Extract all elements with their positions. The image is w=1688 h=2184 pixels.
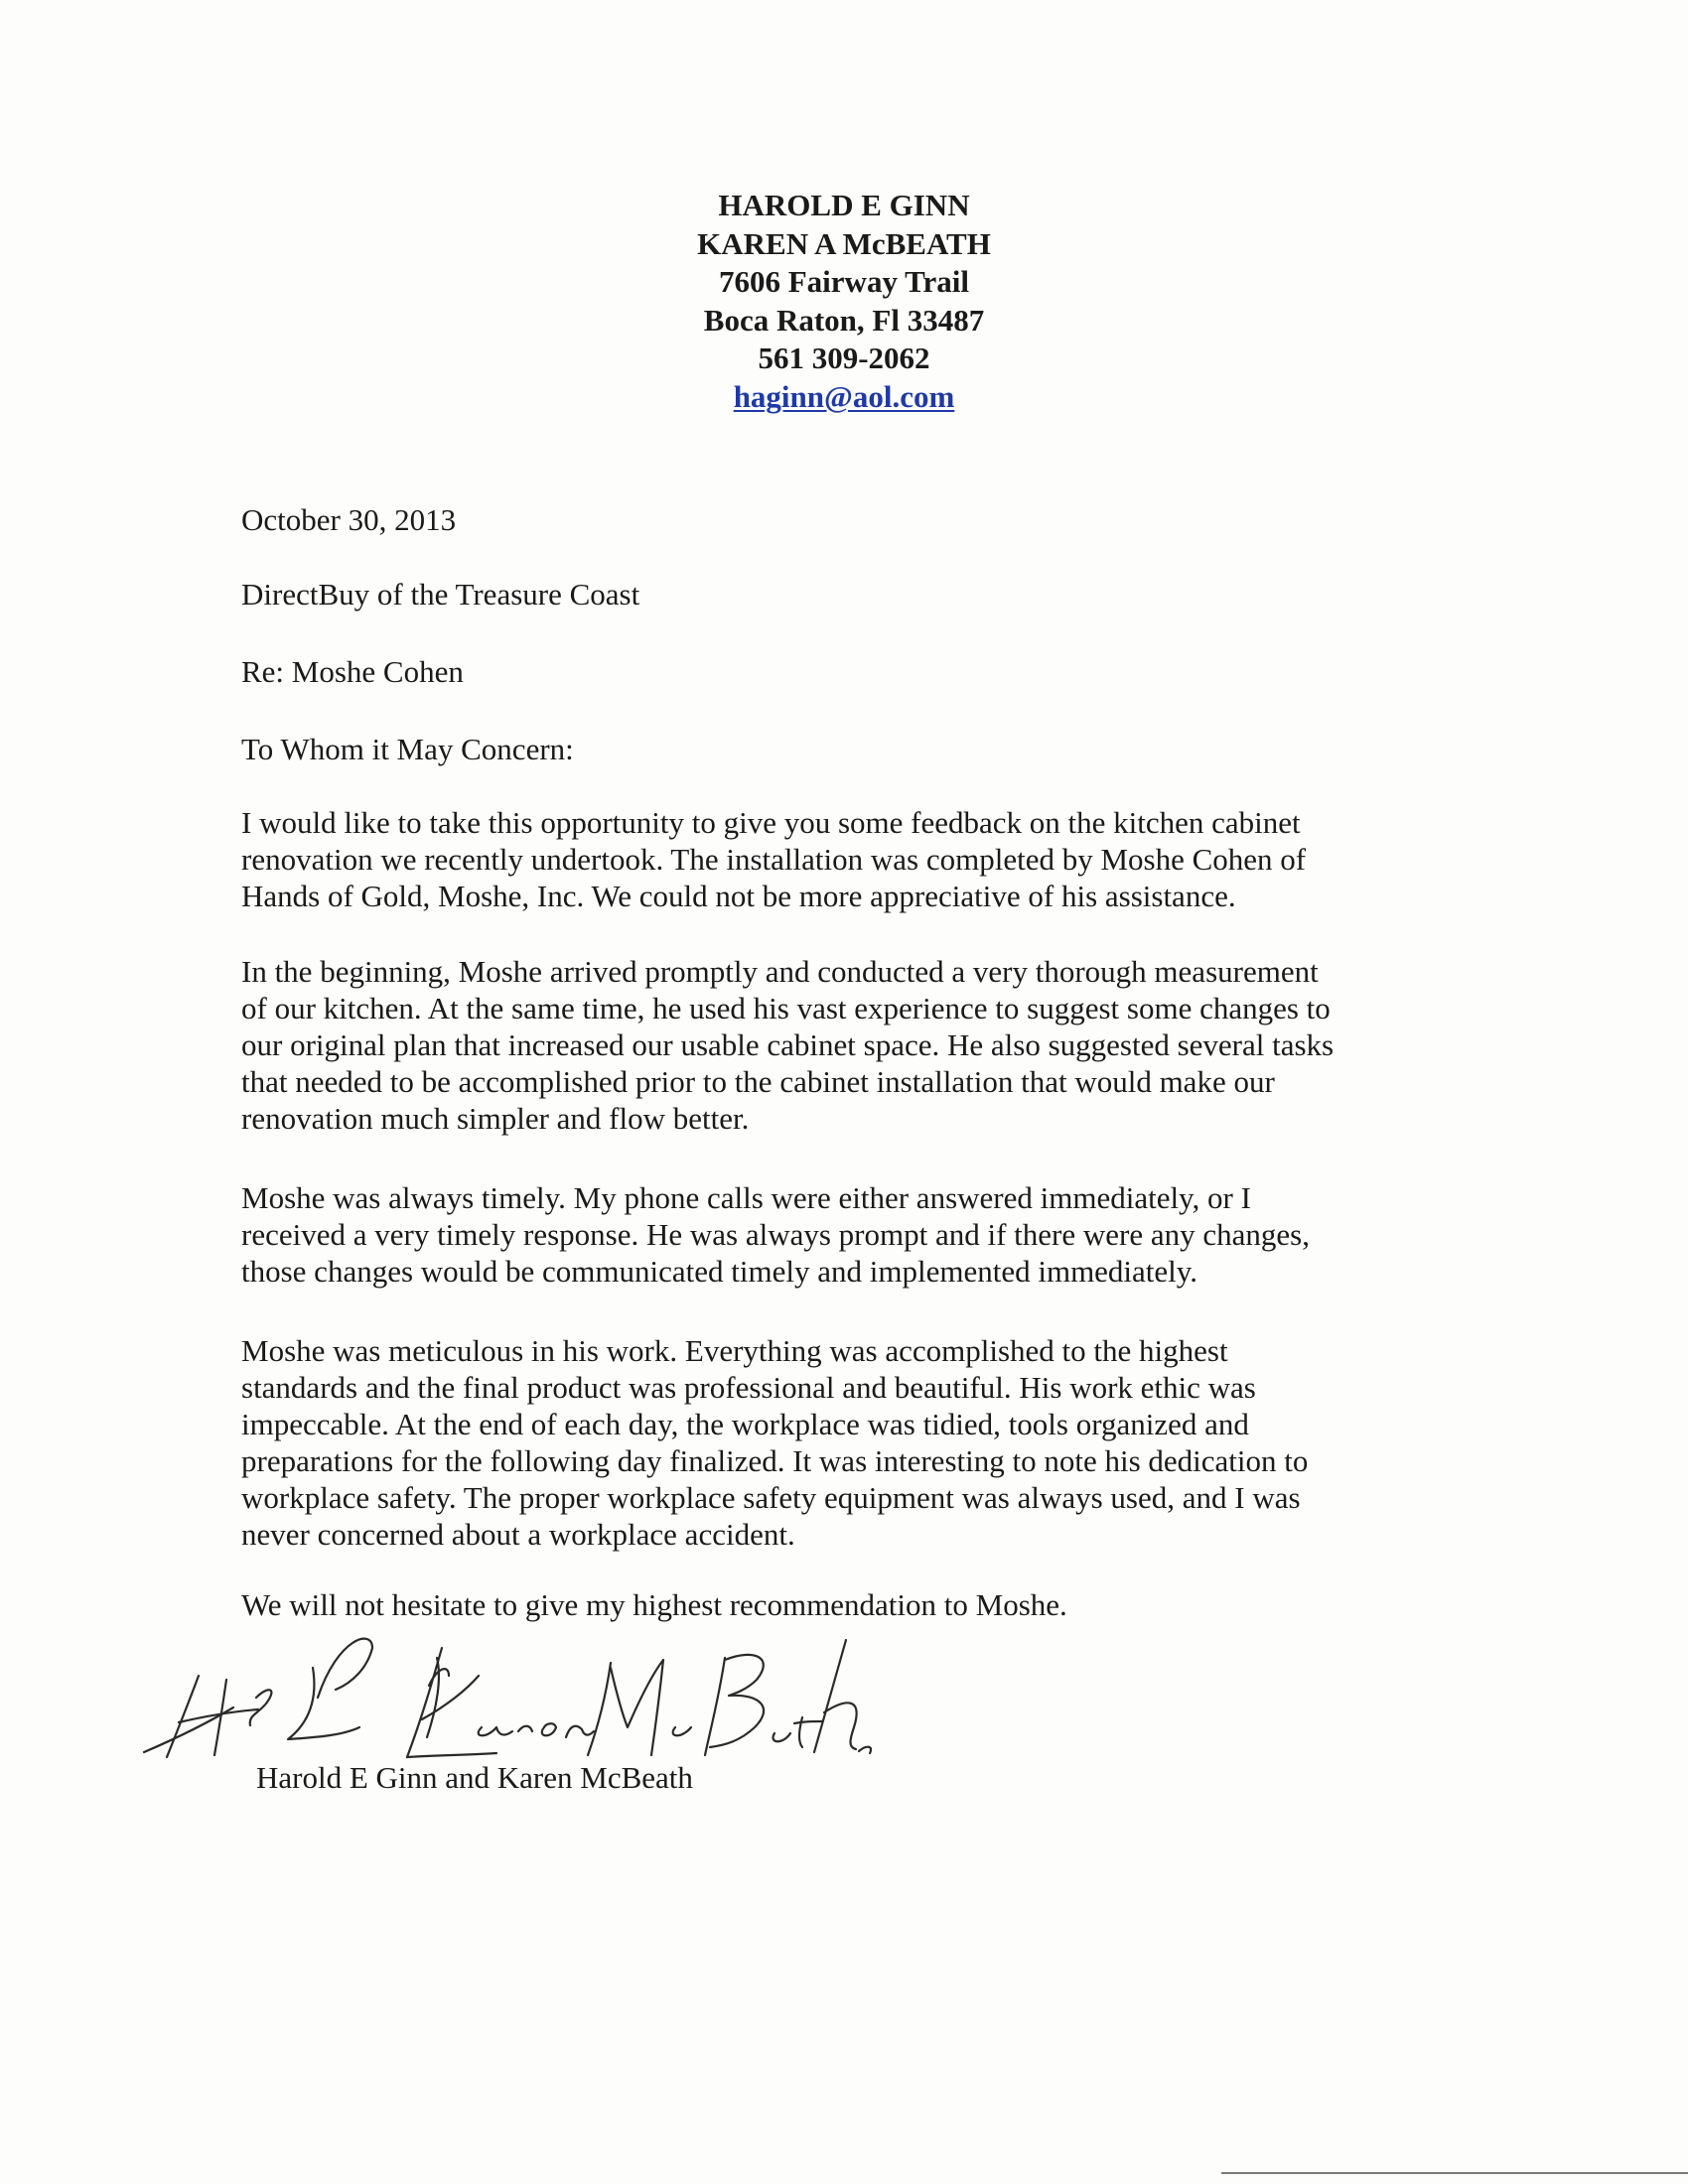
paragraph-line: Moshe was always timely. My phone calls were either answered immediately, or I: [241, 1180, 1251, 1215]
paragraph-line: renovation much simpler and flow better.: [241, 1101, 750, 1136]
letterhead: [0, 187, 1688, 416]
signature-stroke: [407, 1753, 496, 1757]
body-paragraph-4: [241, 1332, 1308, 1553]
paragraph-line: preparations for the following day finalized. It was interesting to note his dedication to: [241, 1443, 1309, 1478]
signature-stroke: [673, 1727, 691, 1735]
letter-closing: We will not hesitate to give my highest recommendation to Moshe.: [241, 1587, 1067, 1622]
paragraph-line: our original plan that increased our usable cabinet space. He also suggested several tasks: [241, 1027, 1335, 1062]
paragraph-line: that needed to be accomplished prior to the cabinet installation that would make our: [241, 1064, 1275, 1099]
signature-stroke: [859, 1747, 871, 1753]
signature-stroke: [814, 1640, 846, 1752]
letterhead-street: 7606 Fairway Trail: [719, 264, 969, 299]
paragraph-line: Hands of Gold, Moshe, Inc. We could not be more appreciative of his assistance.: [241, 879, 1236, 913]
paragraph-line: impeccable. At the end of each day, the workplace was tidied, tools organized and: [241, 1407, 1249, 1441]
paragraph-line: of our kitchen. At the same time, he used his vast experience to suggest some changes to: [241, 991, 1331, 1025]
paragraph-line: I would like to take this opportunity to give you some feedback on the kitchen cabinet: [241, 805, 1301, 840]
paragraph-line: never concerned about a workplace accident.: [241, 1517, 795, 1552]
body-paragraph-1: [241, 804, 1306, 914]
letter-re-line: Re: Moshe Cohen: [241, 654, 464, 689]
paragraph-line: renovation we recently undertook. The installation was completed by Moshe Cohen of: [241, 842, 1307, 877]
signature-stroke: [167, 1676, 199, 1757]
paragraph-line: In the beginning, Moshe arrived promptly and conducted a very thorough measurement: [241, 954, 1319, 989]
paragraph-line: Moshe was meticulous in his work. Everything was accomplished to the highest: [241, 1333, 1228, 1368]
signature-stroke: [566, 1726, 594, 1737]
scan-edge-line: [1221, 2172, 1688, 2174]
letter-date: October 30, 2013: [241, 502, 457, 537]
body-paragraph-3: [241, 1179, 1310, 1290]
letterhead-name-2: KAREN A McBEATH: [697, 225, 991, 261]
signature-stroke: [427, 1658, 439, 1737]
letter-recipient: DirectBuy of the Treasure Coast: [241, 577, 640, 612]
signature-stroke: [250, 1690, 272, 1725]
letterhead-phone: 561 309-2062: [758, 341, 930, 375]
paragraph-line: those changes would be communicated timely and implemented immediately.: [241, 1254, 1198, 1289]
letterhead-email-link[interactable]: haginn@aol.com: [733, 378, 955, 414]
signed-names: Harold E Ginn and Karen McBeath: [256, 1760, 693, 1795]
signature-stroke: [542, 1723, 556, 1735]
signature-stroke: [794, 1721, 822, 1723]
signature-stroke: [588, 1663, 611, 1755]
signature-stroke: [611, 1660, 663, 1755]
letter-salutation: To Whom it May Concern:: [241, 732, 574, 766]
paragraph-line: received a very timely response. He was always prompt and if there were any changes,: [241, 1217, 1310, 1252]
signature-stroke: [824, 1703, 857, 1749]
signature-stroke: [774, 1733, 790, 1741]
body-paragraph-2: [241, 953, 1334, 1137]
signature-stroke: [318, 1639, 372, 1698]
signature-stroke: [479, 1727, 512, 1735]
signature-stroke: [288, 1668, 359, 1739]
paragraph-line: standards and the final product was professional and beautiful. His work ethic was: [241, 1370, 1256, 1405]
paragraph-line: workplace safety. The proper workplace safety equipment was always used, and I was: [241, 1480, 1301, 1515]
signature-stroke: [518, 1726, 532, 1731]
letterhead-city: Boca Raton, Fl 33487: [703, 302, 985, 338]
signature-stroke: [705, 1658, 725, 1755]
letterhead-name-1: HAROLD E GINN: [718, 188, 970, 222]
